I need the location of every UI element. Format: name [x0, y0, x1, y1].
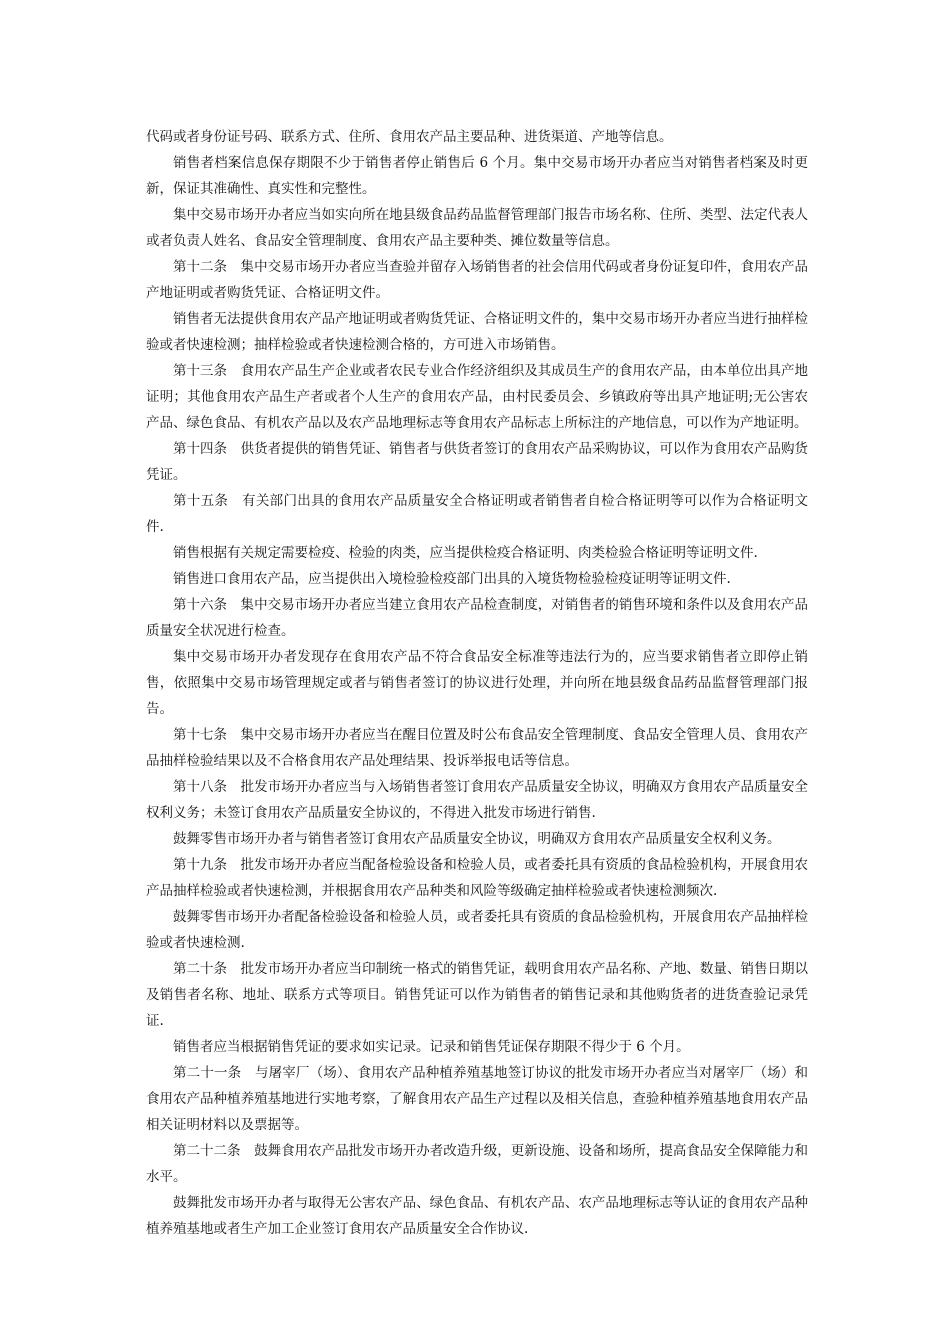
article-22-paragraph: 第二十二条 鼓舞食用农产品批发市场开办者改造升级，更新设施、设备和场所，提高食品安全保障能力和水平。 — [146, 1143, 808, 1185]
article-20-paragraph: 第二十条 批发市场开办者应当印制统一格式的销售凭证，载明食用农产品名称、产地、数量、销售日期以及销售者名称、地址、联系方式等项目。销售凭证可以作为销售者的销售记录和其他购货者的进货查验记录凭证. — [146, 961, 808, 1029]
paragraph: 销售者应当根据销售凭证的要求如实记录。记录和销售凭证保存期限不得少于 6 个月。 — [173, 1039, 690, 1055]
paragraph: 集中交易市场开办者发现存在食用农产品不符合食品安全标准等违法行为的，应当要求销售者立即停止销售，依照集中交易市场管理规定或者与销售者签订的协议进行处理，并向所在地县级食品药品监督管理部门报告。 — [146, 649, 808, 717]
paragraph: 销售根据有关规定需要检疫、检验的肉类，应当提供检疫合格证明、肉类检验合格证明等证明文件. — [173, 545, 758, 561]
article-21-paragraph: 第二十一条 与屠宰厂（场）、食用农产品种植养殖基地签订协议的批发市场开办者应当对屠宰厂（场）和食用农产品种植养殖基地进行实地考察，了解食用农产品生产过程以及相关信息，查验种植养殖基地食用农产品相关证明材料以及票据等。 — [146, 1065, 808, 1133]
article-19-paragraph: 第十九条 批发市场开办者应当配备检验设备和检验人员，或者委托具有资质的食品检验机构，开展食用农产品抽样检验或者快速检测，并根据食用农产品种类和风险等级确定抽样检验或者快速检测频次. — [146, 857, 808, 899]
paragraph: 鼓舞批发市场开办者与取得无公害农产品、绿色食品、有机农产品、农产品地理标志等认证的食用农产品种植养殖基地或者生产加工企业签订食用农产品质量安全合作协议. — [146, 1195, 808, 1237]
paragraph: 鼓舞零售市场开办者与销售者签订食用农产品质量安全协议，明确双方食用农产品质量安全权利义务。 — [173, 831, 781, 847]
paragraph: 集中交易市场开办者应当如实向所在地县级食品药品监督管理部门报告市场名称、住所、类型、法定代表人或者负责人姓名、食品安全管理制度、食用农产品主要种类、摊位数量等信息。 — [146, 207, 808, 249]
paragraph: 代码或者身份证号码、联系方式、住所、食用农产品主要品种、进货渠道、产地等信息。 — [146, 129, 673, 145]
article-16-paragraph: 第十六条 集中交易市场开办者应当建立食用农产品检查制度，对销售者的销售环境和条件以及食用农产品质量安全状况进行检查。 — [146, 597, 808, 639]
article-18-paragraph: 第十八条 批发市场开办者应当与入场销售者签订食用农产品质量安全协议，明确双方食用农产品质量安全权利义务；未签订食用农产品质量安全协议的，不得进入批发市场进行销售. — [146, 779, 808, 821]
article-12-paragraph: 第十二条 集中交易市场开办者应当查验并留存入场销售者的社会信用代码或者身份证复印件，食用农产品产地证明或者购货凭证、合格证明文件。 — [146, 259, 808, 301]
paragraph: 鼓舞零售市场开办者配备检验设备和检验人员，或者委托具有资质的食品检验机构，开展食用农产品抽样检验或者快速检测. — [146, 909, 808, 951]
document-page — [146, 124, 808, 1242]
article-15-paragraph: 第十五条 有关部门出具的食用农产品质量安全合格证明或者销售者自检合格证明等可以作为合格证明文件. — [146, 493, 808, 535]
paragraph: 销售者档案信息保存期限不少于销售者停止销售后 6 个月。集中交易市场开办者应当对销售者档案及时更新，保证其准确性、真实性和完整性。 — [146, 155, 808, 197]
article-14-paragraph: 第十四条 供货者提供的销售凭证、销售者与供货者签订的食用农产品采购协议，可以作为食用农产品购货凭证。 — [146, 441, 808, 483]
paragraph: 销售者无法提供食用农产品产地证明或者购货凭证、合格证明文件的，集中交易市场开办者应当进行抽样检验或者快速检测；抽样检验或者快速检测合格的，方可进入市场销售。 — [146, 311, 808, 353]
article-17-paragraph: 第十七条 集中交易市场开办者应当在醒目位置及时公布食品安全管理制度、食品安全管理人员、食用农产品抽样检验结果以及不合格食用农产品处理结果、投诉举报电话等信息。 — [146, 727, 808, 769]
article-13-paragraph: 第十三条 食用农产品生产企业或者农民专业合作经济组织及其成员生产的食用农产品，由本单位出具产地证明；其他食用农产品生产者或者个人生产的食用农产品，由村民委员会、乡镇政府等出具产地证明;无公害农产品、绿色食品、有机农产品以及农产品地理标志等食用农产品标志上所标注的产地信息，可以作为产地证明。 — [146, 363, 808, 431]
paragraph: 销售进口食用农产品，应当提供出入境检验检疫部门出具的入境货物检验检疫证明等证明文件. — [173, 571, 731, 587]
